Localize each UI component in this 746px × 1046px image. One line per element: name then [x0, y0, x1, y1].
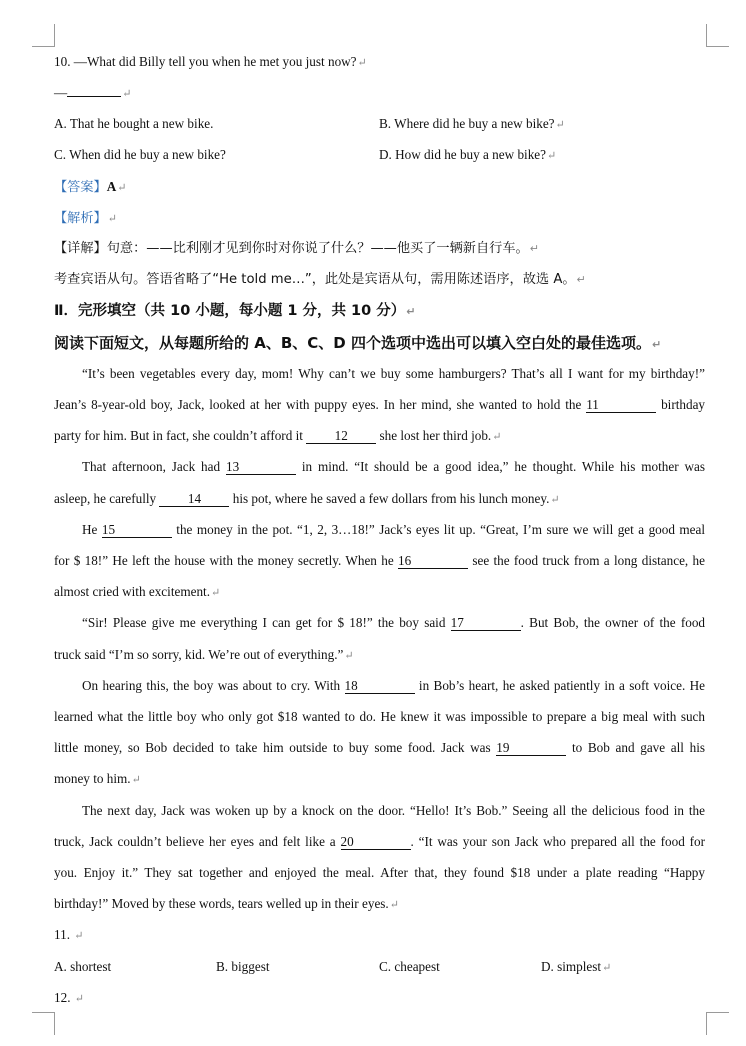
q10-stem: 10. —What did Billy tell you when he met you just now?↵ — [54, 54, 367, 69]
paragraph-mark-icon: ↵ — [547, 150, 557, 162]
q10-option-c: C. When did he buy a new bike? — [54, 147, 226, 162]
blank-14: 14 — [159, 491, 229, 507]
passage-line: “It’s been vegetables every day, mom! Why can’t we buy some hamburgers? That’s all I want for my birthday!” — [82, 366, 705, 381]
q11-option-a: A. shortest — [54, 959, 112, 974]
answer-tag: 【答案】 — [54, 180, 107, 195]
q11-option-b: B. biggest — [216, 959, 270, 974]
q10-answer-line: — ↵ — [54, 85, 132, 100]
passage-line: Jean’s 8-year-old boy, Jack, looked at her with puppy eyes. In her mind, she wanted to hold the 11 birthday — [54, 397, 706, 412]
crop-mark-bottom-right — [706, 1012, 729, 1035]
passage-line: little money, so Bob decided to take him outside to buy some food. Jack was 19 to Bob and gave all his — [54, 740, 706, 755]
crop-mark-top-right — [706, 24, 729, 47]
passage-line: “Sir! Please give me everything I can get for $ 18!” the boy said 17 . But Bob, the owner of the food — [82, 615, 706, 630]
blank-20: 20 — [341, 834, 411, 850]
passage-line: money to him.↵ — [54, 771, 141, 786]
passage-line: On hearing this, the boy was about to cry. With 18 in Bob’s heart, he asked patiently in a soft voice. He — [82, 678, 706, 693]
blank-16: 16 — [398, 553, 468, 569]
detail-tag: 【详解】 — [54, 241, 107, 256]
blank-19: 19 — [496, 740, 566, 756]
paragraph-mark-icon: ↵ — [122, 88, 132, 100]
paragraph-mark-icon: ↵ — [555, 119, 565, 131]
q10-option-b: B. Where did he buy a new bike?↵ — [379, 116, 565, 131]
blank-17: 17 — [451, 615, 521, 631]
paragraph-mark-icon: ↵ — [357, 57, 367, 69]
passage-line: you. Enjoy it.” They sat together and enjoyed the meal. After that, they found $18 under a plate reading “Happy — [54, 865, 705, 880]
blank-11: 11 — [586, 397, 656, 413]
passage-line: truck said “I’m so sorry, kid. We’re out of everything.”↵ — [54, 647, 354, 662]
blank-15: 15 — [102, 522, 172, 538]
passage-line: He 15 the money in the pot. “1, 2, 3…18!” Jack’s eyes lit up. “Great, I’m sure we will get a good meal — [82, 522, 706, 537]
passage-line: almost cried with excitement.↵ — [54, 584, 221, 599]
blank-18: 18 — [345, 678, 415, 694]
q11-option-d: D. simplest↵ — [541, 959, 612, 974]
crop-mark-top-left — [32, 24, 55, 47]
detail-text: 句意：——比利刚才见到你时对你说了什么？——他买了一辆新自行车。 — [106, 241, 529, 256]
passage-line: The next day, Jack was woken up by a knock on the door. “Hello! It’s Bob.” Seeing all the delicious food in the — [82, 803, 705, 818]
q10-analysis: 【解析】↵ — [54, 211, 117, 226]
section-instruction: 阅读下面短文，从每题所给的 A、B、C、D 四个选项中选出可以填入空白处的最佳选项。↵ — [54, 334, 662, 352]
passage-line: asleep, he carefully 14 his pot, where he saved a few dollars from his lunch money.↵ — [54, 491, 560, 506]
answer-value: A — [106, 179, 117, 194]
blank-12: 12 — [306, 428, 376, 444]
q10-detail: 【详解】句意：——比利刚才见到你时对你说了什么？——他买了一辆新自行车。↵ — [54, 241, 539, 256]
analysis-tag: 【解析】 — [54, 211, 107, 226]
q11-option-c: C. cheapest — [379, 959, 440, 974]
crop-mark-bottom-left — [32, 1012, 55, 1035]
passage-line: party for him. But in fact, she couldn’t afford it 12 she lost her third job.↵ — [54, 428, 502, 443]
q11-number: 11. ↵ — [54, 927, 84, 942]
answer-blank — [67, 96, 121, 97]
passage-line: truck, Jack couldn’t believe her eyes and felt like a 20 . “It was your son Jack who prepared all the food for — [54, 834, 706, 849]
q12-number: 12. ↵ — [54, 990, 84, 1005]
section-title: Ⅱ．完形填空（共 10 小题，每小题 1 分，共 10 分）↵ — [54, 303, 416, 319]
passage-line: birthday!” Moved by these words, tears welled up in their eyes.↵ — [54, 896, 399, 911]
passage-line: for $ 18!” He left the house with the money secretly. When he 16 see the food truck from a long distance, he — [54, 553, 705, 568]
q10-option-d: D. How did he buy a new bike?↵ — [379, 147, 557, 162]
q10-option-a: A. That he bought a new bike. — [54, 116, 214, 131]
q10-answer: 【答案】A↵ — [54, 179, 127, 195]
passage-line: learned what the little boy who only got $18 wanted to do. He knew it was impossible to prepare a big meal with such — [54, 709, 705, 724]
passage-line: That afternoon, Jack had 13 in mind. “It should be a good idea,” he thought. While his mother was — [82, 459, 706, 474]
blank-13: 13 — [226, 459, 296, 475]
q10-explanation: 考查宾语从句。答语省略了“He told me…”，此处是宾语从句，需用陈述语序，故选 A。↵ — [54, 272, 586, 287]
